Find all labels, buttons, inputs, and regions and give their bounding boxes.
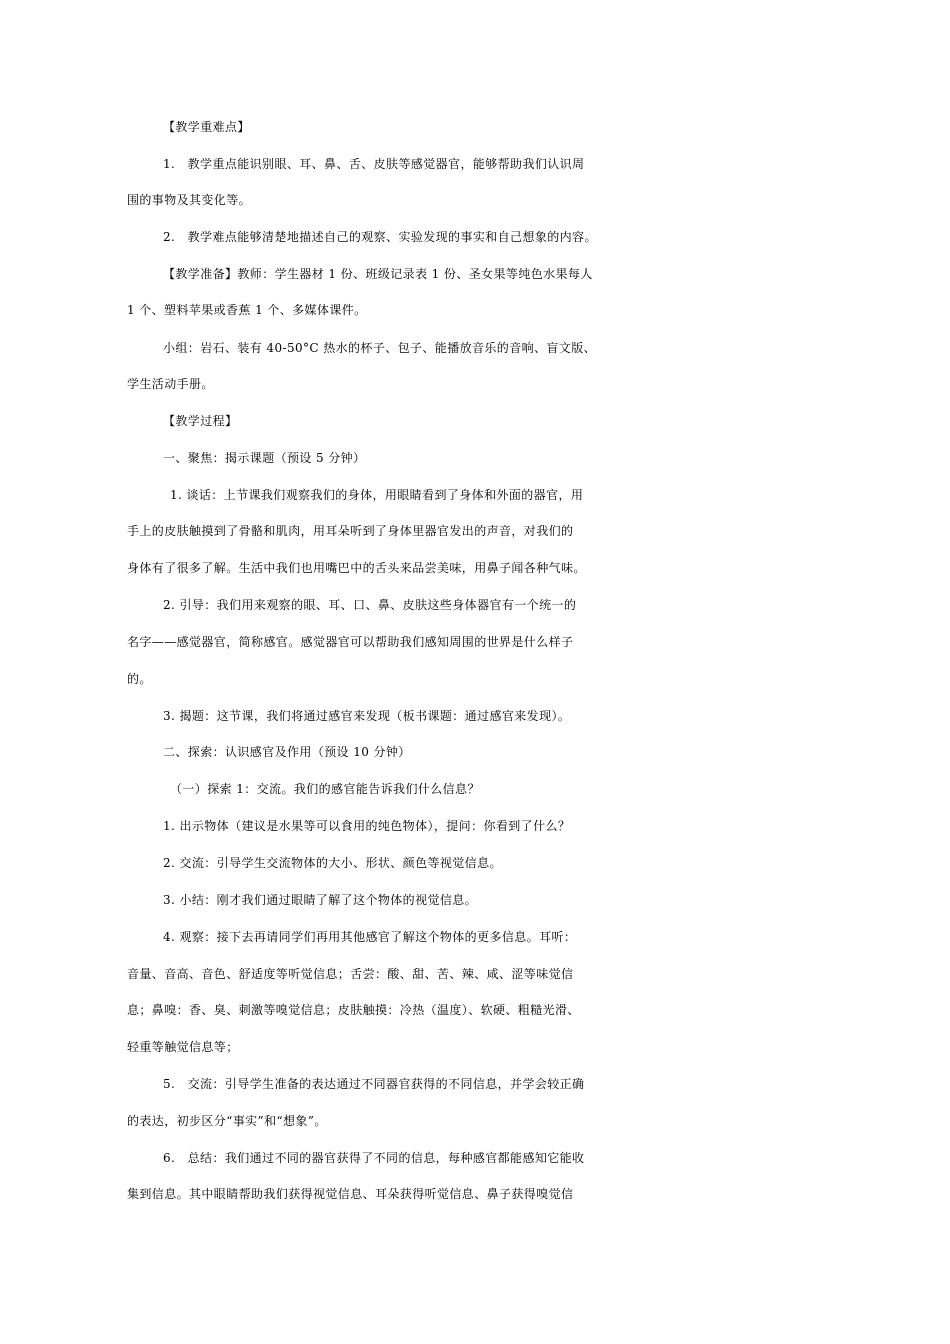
- section-heading: 一、聚焦：揭示课题（预设 5 分钟）: [163, 451, 366, 465]
- paragraph-line: 的。: [127, 672, 152, 686]
- paragraph-line: 1 个、塑料苹果或香蕉 1 个、多媒体课件。: [127, 303, 367, 317]
- paragraph-line: 3. 揭题：这节课，我们将通过感官来发现（板书课题：通过感官来发现）。: [163, 709, 571, 723]
- paragraph-line: 轻重等触觉信息等；: [127, 1040, 239, 1054]
- paragraph-line: 4. 观察：接下去再请同学们再用其他感官了解这个物体的更多信息。耳听：: [163, 930, 577, 944]
- paragraph-line: 围的事物及其变化等。: [127, 193, 252, 207]
- paragraph-line: 2. 引导：我们用来观察的眼、耳、口、鼻、皮肤这些身体器官有一个统一的: [163, 598, 577, 612]
- paragraph-line: 名字——感觉器官，简称感官。感觉器官可以帮助我们感知周围的世界是什么样子: [127, 635, 574, 649]
- paragraph-line: 息；鼻嗅：香、臭、刺激等嗅觉信息；皮肤触摸：冷热（温度）、软硬、粗糙光滑、: [127, 1003, 580, 1017]
- paragraph-line: 6. 总结：我们通过不同的器官获得了不同的信息，每种感官都能感知它能收: [163, 1151, 585, 1165]
- subsection-heading: （一）探索 1：交流。我们的感官能告诉我们什么信息？: [170, 782, 480, 796]
- paragraph-line: 身体有了很多了解。生活中我们也用嘴巴中的舌头来品尝美味，用鼻子闻各种气味。: [127, 561, 586, 575]
- paragraph-line: 小组：岩石、装有 40-50°C 热水的杯子、包子、能播放音乐的音响、盲文版、: [163, 341, 597, 355]
- section-heading: 二、探索：认识感官及作用（预设 10 分钟）: [163, 745, 411, 759]
- heading-key-points: 【教学重难点】: [163, 120, 250, 134]
- heading-preparation: 【教学准备】教师：学生器材 1 份、班级记录表 1 份、圣女果等纯色水果每人: [163, 267, 593, 281]
- paragraph-line: 集到信息。其中眼睛帮助我们获得视觉信息、耳朵获得听觉信息、鼻子获得嗅觉信: [127, 1187, 574, 1201]
- paragraph-line: 音量、音高、音色、舒适度等听觉信息；舌尝：酸、甜、苦、辣、咸、涩等味觉信: [127, 967, 574, 981]
- heading-process: 【教学过程】: [163, 414, 238, 428]
- paragraph-line: 3. 小结：刚才我们通过眼睛了解了这个物体的视觉信息。: [163, 893, 478, 907]
- paragraph-line: 手上的皮肤触摸到了骨骼和肌肉，用耳朵听到了身体里器官发出的声音，对我们的: [127, 524, 574, 538]
- paragraph-line: 1. 教学重点能识别眼、耳、鼻、舌、皮肤等感觉器官，能够帮助我们认识周: [163, 157, 585, 171]
- paragraph-line: 1. 谈话：上节课我们观察我们的身体，用眼睛看到了身体和外面的器官，用: [170, 488, 584, 502]
- paragraph-line: 学生活动手册。: [127, 377, 214, 391]
- paragraph-line: 2. 教学难点能够清楚地描述自己的观察、实验发现的事实和自己想象的内容。: [163, 230, 597, 244]
- paragraph-line: 5. 交流：引导学生准备的表达通过不同器官获得的不同信息，并学会较正确: [163, 1077, 585, 1091]
- paragraph-line: 的表达，初步区分“事实”和“想象”。: [127, 1114, 327, 1128]
- paragraph-line: 2. 交流：引导学生交流物体的大小、形状、颜色等视觉信息。: [163, 856, 502, 870]
- paragraph-line: 1. 出示物体（建议是水果等可以食用的纯色物体），提问：你看到了什么？: [163, 819, 571, 833]
